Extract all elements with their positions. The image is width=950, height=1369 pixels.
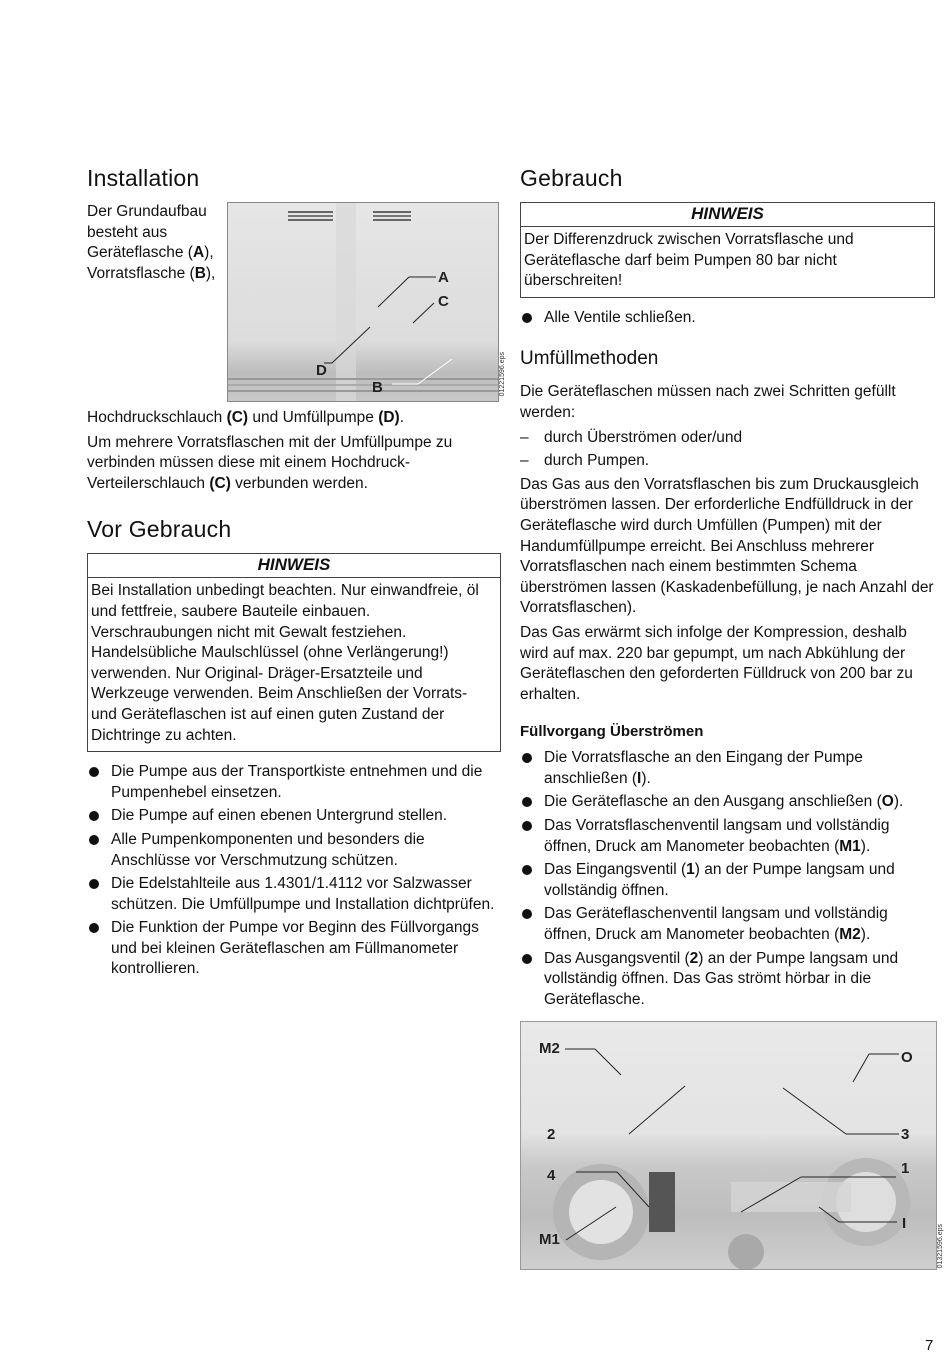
list-item: Die Pumpe auf einen ebenen Untergrund stellen. xyxy=(87,806,501,827)
list-item: Die Pumpe aus der Transportkiste entnehmen und die Pumpenhebel einsetzen. xyxy=(87,762,501,803)
pump-photo-drawing xyxy=(521,1022,936,1269)
umfuell-heading: Umfüllmethoden xyxy=(520,348,659,370)
dash-icon: – xyxy=(520,428,529,446)
note-title: HINWEIS xyxy=(521,203,934,227)
figure1-label-d: D xyxy=(316,362,327,379)
figure2-label-m1: M1 xyxy=(539,1231,560,1248)
figure2-label-4: 4 xyxy=(547,1167,556,1184)
figure2-label-2: 2 xyxy=(547,1126,556,1143)
bullet-icon xyxy=(522,909,532,919)
pump-figure xyxy=(520,1021,937,1270)
bullet-icon xyxy=(522,954,532,964)
figure2-code: 01321596.eps xyxy=(937,1224,944,1269)
umfuell-paragraph-1: Das Gas aus den Vorratsflaschen bis zum Druckausgleich überströmen lassen. Der erforderliche Endfülldruck in der Geräteflasche wird durch Umfüllen (Pumpen) mit der Handumfüllpumpe erreicht. Bei Anschluss mehrerer Vorratsflaschen nach einem bestimmten Schema überströmen lassen (Kaskadenbefüllung, je nach Anzahl der Vorratsflaschen). xyxy=(520,475,934,617)
figure2-label-1: 1 xyxy=(901,1160,910,1177)
list-item: – durch Überströmen oder/und xyxy=(520,428,935,449)
right-column xyxy=(520,165,935,1013)
figure2-label-o: O xyxy=(901,1049,913,1066)
figure1-code: 01221596.eps xyxy=(499,352,506,397)
dash-icon: – xyxy=(520,452,529,470)
list-item: Die Geräteflasche an den Ausgang anschließen (O). xyxy=(520,792,935,813)
preparation-list xyxy=(87,762,501,980)
bullet-icon xyxy=(89,811,99,821)
gebrauch-heading: Gebrauch xyxy=(520,165,623,191)
left-column xyxy=(87,165,506,983)
figure2-label-i: I xyxy=(902,1215,907,1232)
page-number: 7 xyxy=(925,1337,934,1354)
note-text: Bei Installation unbedingt beachten. Nur einwandfreie, öl und fettfreie, saubere Bauteile einbauen. Verschraubungen nicht mit Gewalt festziehen. Handelsübliche Maulschlüssel (ohne Verlängerung!) verwenden. Nur Original- Dräger-Ersatzteile und Werkzeuge verwenden. Beim Anschließen der Vorrats- und Geräteflaschen ist auf einen guten Zustand der Dichtringe zu achten. xyxy=(91,582,479,744)
installation-paragraph-1: Der Grundaufbau besteht aus Geräteflasche (A), Vorratsflasche (B), Hochdruckschlauch (C) und Umfüllpumpe (D). xyxy=(87,203,405,426)
list-item: Alle Pumpenkomponenten und besonders die Anschlüsse vor Verschmutzung schützen. xyxy=(87,830,501,871)
bullet-icon xyxy=(522,865,532,875)
vor-gebrauch-heading: Vor Gebrauch xyxy=(87,516,232,543)
installation-figure xyxy=(227,202,506,404)
note-text: Der Differenzdruck zwischen Vorratsflasche und Geräteflasche darf beim Pumpen 80 bar nicht überschreiten! xyxy=(524,231,854,290)
list-item: Das Geräteflaschenventil langsam und vollständig öffnen, Druck am Manometer beobachten (M2). xyxy=(520,904,935,945)
note-box-gebrauch xyxy=(520,202,935,298)
installation-photo xyxy=(227,202,499,402)
bullet-icon xyxy=(89,835,99,845)
list-item: Alle Ventile schließen. xyxy=(520,308,935,329)
installation-paragraph-2: Um mehrere Vorratsflaschen mit der Umfüllpumpe zu verbinden müssen diese mit einem Hochdruck-Verteilerschlauch (C) verbunden werden. xyxy=(87,433,453,492)
bullet-icon xyxy=(522,313,532,323)
list-item: Das Eingangsventil (1) an der Pumpe langsam und vollständig öffnen. xyxy=(520,860,935,901)
list-item: Die Vorratsflasche an den Eingang der Pumpe anschließen (I). xyxy=(520,748,935,789)
fuellvorgang-heading: Füllvorgang Überströmen xyxy=(520,723,704,741)
figure2-label-m2: M2 xyxy=(539,1040,560,1057)
valves-list xyxy=(520,308,935,329)
method-list xyxy=(520,428,935,472)
figure1-label-a: A xyxy=(438,269,449,286)
umfuell-intro: Die Geräteflaschen müssen nach zwei Schritten gefüllt werden: xyxy=(520,383,896,421)
list-item: Das Vorratsflaschenventil langsam und vollständig öffnen, Druck am Manometer beobachten (M1). xyxy=(520,816,935,857)
bullet-icon xyxy=(522,797,532,807)
figure2-label-3: 3 xyxy=(901,1126,910,1143)
list-item: Das Ausgangsventil (2) an der Pumpe langsam und vollständig öffnen. Das Gas strömt hörbar in die Geräteflasche. xyxy=(520,949,935,1011)
note-box-installation xyxy=(87,553,501,752)
umfuell-paragraph-2: Das Gas erwärmt sich infolge der Kompression, deshalb wird auf max. 220 bar gepumpt, um nach Abkühlung der Geräteflaschen den geforderten Fülldruck von 200 bar zu erhalten. xyxy=(520,623,913,703)
list-item: Die Edelstahlteile aus 1.4301/1.4112 vor Salzwasser schützen. Die Umfüllpumpe und Installation dichtprüfen. xyxy=(87,874,501,915)
list-item: Die Funktion der Pumpe vor Beginn des Füllvorgangs und bei kleinen Geräteflaschen am Füllmanometer kontrollieren. xyxy=(87,918,501,980)
bullet-icon xyxy=(89,879,99,889)
fill-steps-list xyxy=(520,748,935,1010)
bullet-icon xyxy=(522,753,532,763)
bullet-icon xyxy=(89,767,99,777)
figure1-label-c: C xyxy=(438,293,449,310)
bullet-icon xyxy=(89,923,99,933)
list-item: – durch Pumpen. xyxy=(520,451,935,472)
note-title: HINWEIS xyxy=(88,554,500,578)
installation-heading: Installation xyxy=(87,165,200,191)
figure1-label-b: B xyxy=(372,379,383,396)
installation-photo-drawing xyxy=(228,203,498,401)
bullet-icon xyxy=(522,821,532,831)
